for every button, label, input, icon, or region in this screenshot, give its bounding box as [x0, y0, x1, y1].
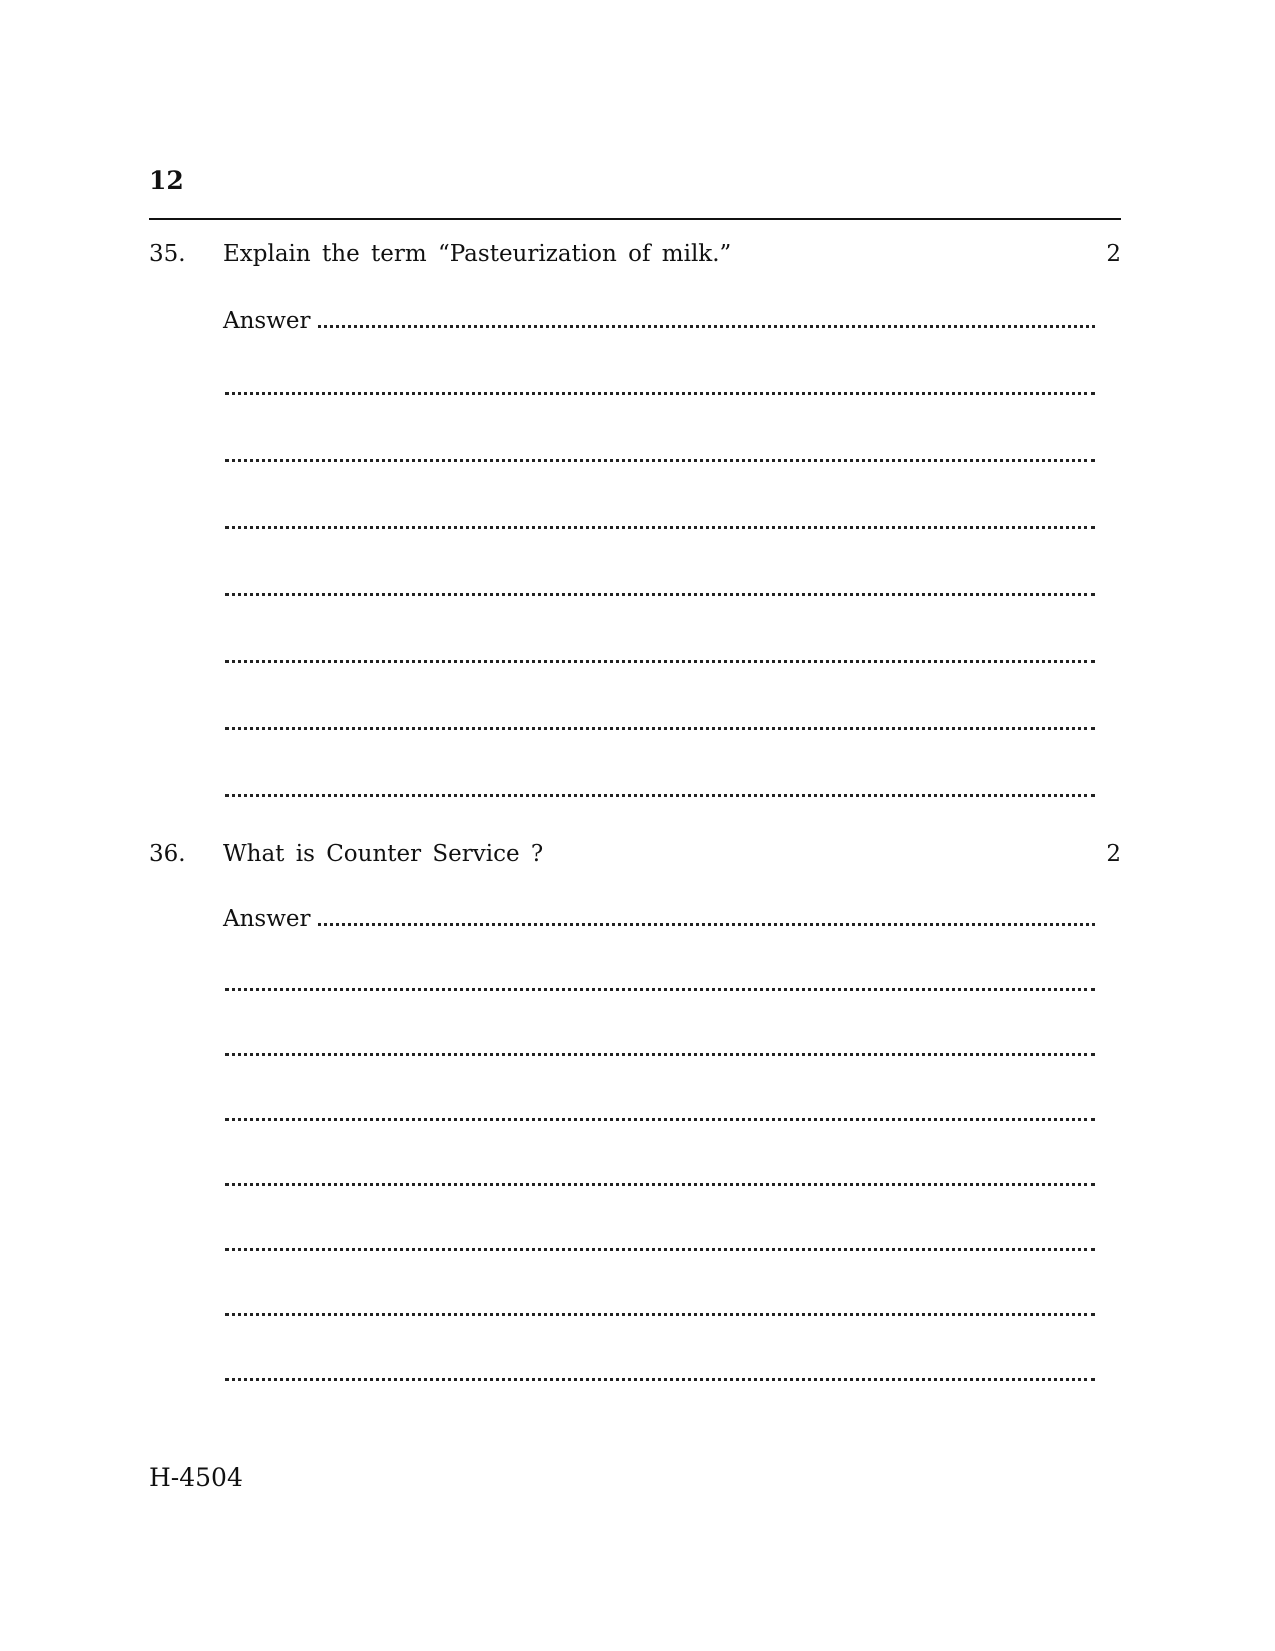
answer-line[interactable] — [225, 526, 1095, 529]
answer-line[interactable] — [225, 988, 1095, 991]
footer-code: H-4504 — [149, 1463, 243, 1492]
question-36-marks: 2 — [1106, 841, 1121, 867]
question-35-number: 35. — [149, 241, 186, 267]
answer-line[interactable] — [225, 1248, 1095, 1251]
answer-line[interactable] — [225, 1118, 1095, 1121]
answer-line[interactable] — [225, 392, 1095, 395]
answer-line[interactable] — [225, 794, 1095, 797]
question-36-answer-label: Answer — [223, 906, 311, 932]
question-35-marks: 2 — [1106, 241, 1121, 267]
answer-line[interactable] — [318, 923, 1095, 926]
answer-line[interactable] — [225, 1378, 1095, 1381]
answer-line[interactable] — [318, 325, 1095, 328]
answer-line[interactable] — [225, 727, 1095, 730]
page-number: 12 — [149, 166, 184, 195]
question-36-text: What is Counter Service ? — [223, 841, 544, 867]
answer-line[interactable] — [225, 660, 1095, 663]
header-rule — [149, 218, 1121, 220]
answer-line[interactable] — [225, 1183, 1095, 1186]
answer-line[interactable] — [225, 593, 1095, 596]
question-35-text: Explain the term “Pasteurization of milk.” — [223, 241, 732, 267]
answer-line[interactable] — [225, 1313, 1095, 1316]
answer-line[interactable] — [225, 459, 1095, 462]
question-35-answer-label: Answer — [223, 308, 311, 334]
answer-line[interactable] — [225, 1053, 1095, 1056]
question-36-number: 36. — [149, 841, 186, 867]
